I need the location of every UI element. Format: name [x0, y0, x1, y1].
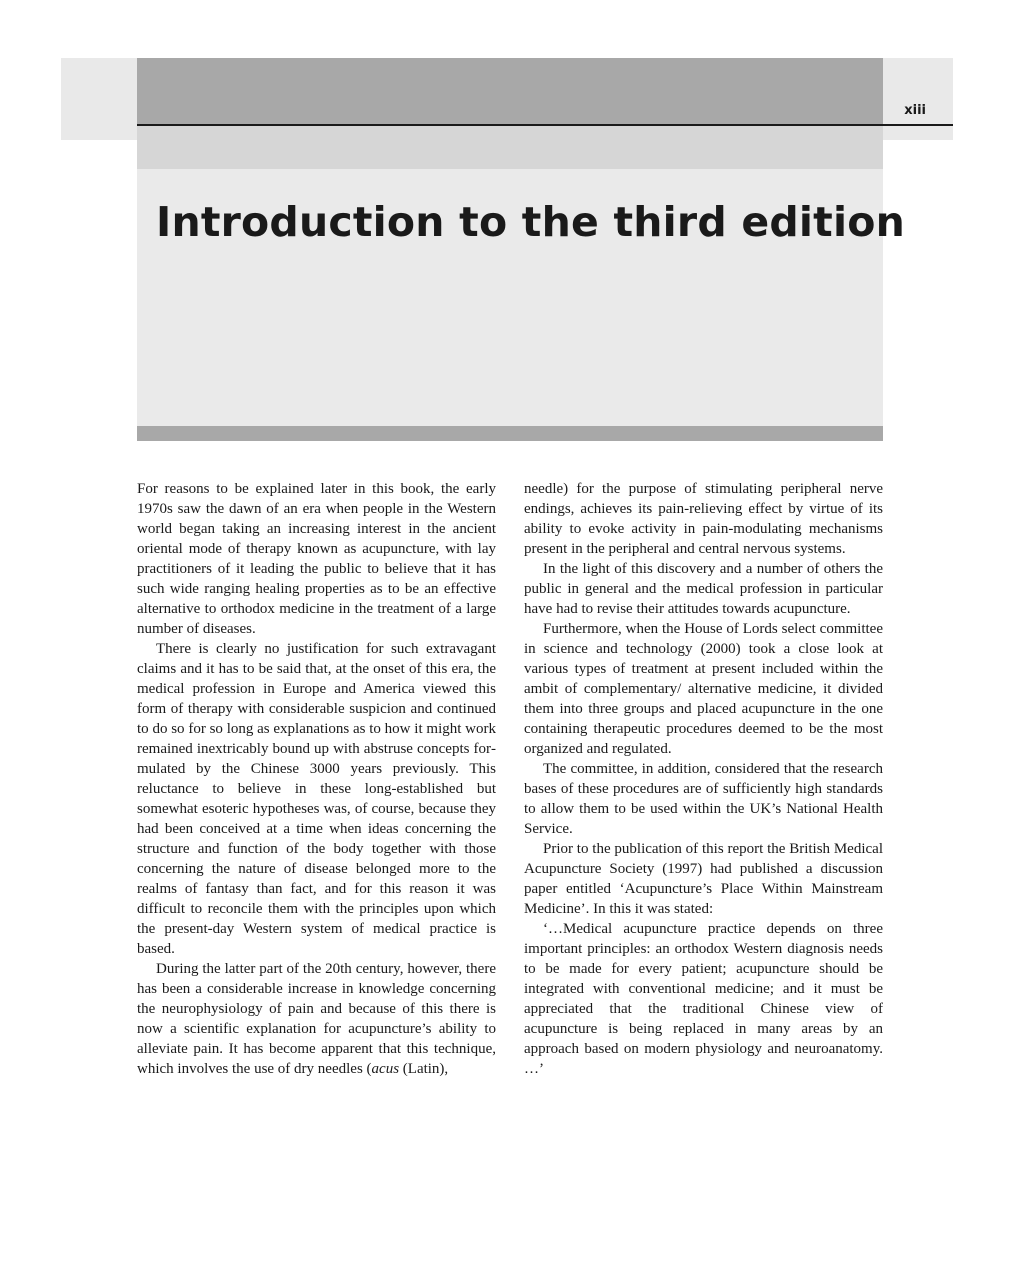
paragraph: There is clearly no justification for such extravagant claims and it has to be said that, at the onset of this era, the medical profession in Europe and America viewed this form of therapy with considerable suspicion and continued to do so for so long as explanations as to how it might work remained inextricably bound up with abstruse concepts formulated by the Chinese 3000 years previously. This reluctance to believe in these long-established but somewhat esoteric hypotheses was, of course, because they had been conceived at a time when ideas concerning the structure and function of the body together with those concerning the nature of disease belonged more to the realms of fantasy than fact, and for this reason it was difficult to reconcile them with the principles upon which the present-day Western system of medical practice is based.	[137, 641, 496, 957]
paragraph-text: During the latter part of the 20th century, however, there has been a considerable increase in knowledge concerning the neurophysiology of pain and because of this there is now a scientific explanation for acupuncture’s ability to alleviate pain. It has become apparent that this technique, which involves the use of dry needles (	[137, 961, 496, 1077]
body-column-right	[524, 479, 883, 1079]
header-dark-bar	[137, 58, 883, 124]
paragraph	[137, 959, 496, 1079]
header-band-right	[883, 58, 953, 140]
quotation-paragraph: ‘…Medical acupuncture practice depends on three important principles: an orthodox Western diagnosis needs to be made for every patient; acupuncture should be integrated with conventional medicine; and it must be appreciated that the traditional Chinese view of acupuncture is being replaced in many areas by an approach based on modern physiology and neuroanatomy. …’	[524, 921, 883, 1077]
paragraph: In the light of this discovery and a number of others the public in general and the medical profession in particular have had to revise their attitudes towards acupuncture.	[524, 561, 883, 617]
paragraph: needle) for the purpose of stimulating peripheral nerve endings, achieves its pain-relieving effect by virtue of its ability to evoke activity in pain-modulating mechanisms present in the peripheral and central nervous systems.	[524, 481, 883, 557]
page-number: xiii	[904, 103, 926, 118]
chapter-title: Introduction to the third edition	[156, 198, 905, 246]
paragraph: Furthermore, when the House of Lords select committee in science and technology (2000) took a close look at various types of treatment at present included within the ambit of complementary/ alternative medicine, it divided them into three groups and placed acupuncture in the one containing therapeutic procedures deemed to be the most organized and regulated.	[524, 621, 883, 757]
italic-term: acus	[371, 1061, 400, 1077]
body-column-left	[137, 479, 496, 1079]
paragraph-text: (Latin),	[399, 1061, 449, 1077]
title-bottom-bar	[137, 426, 883, 441]
paragraph: For reasons to be explained later in this book, the early 1970s saw the dawn of an era when people in the Western world began taking an increasing interest in the ancient oriental mode of therapy known as acupuncture, with lay practitioners of it leading the public to believe that it has such wide ranging healing properties as to be an effective alternative to orthodox medicine in the treatment of a large number of diseases.	[137, 481, 496, 637]
paragraph: The committee, in addition, considered that the research bases of these procedures are of sufficiently high standards to allow them to be used within the UK’s National Health Service.	[524, 761, 883, 837]
header-light-bar	[137, 126, 883, 169]
paragraph: Prior to the publication of this report the British Medical Acupuncture Society (1997) had published a discussion paper entitled ‘Acupuncture’s Place Within Mainstream Medicine’. In this it was stated:	[524, 841, 883, 917]
header-band-left	[61, 58, 137, 140]
